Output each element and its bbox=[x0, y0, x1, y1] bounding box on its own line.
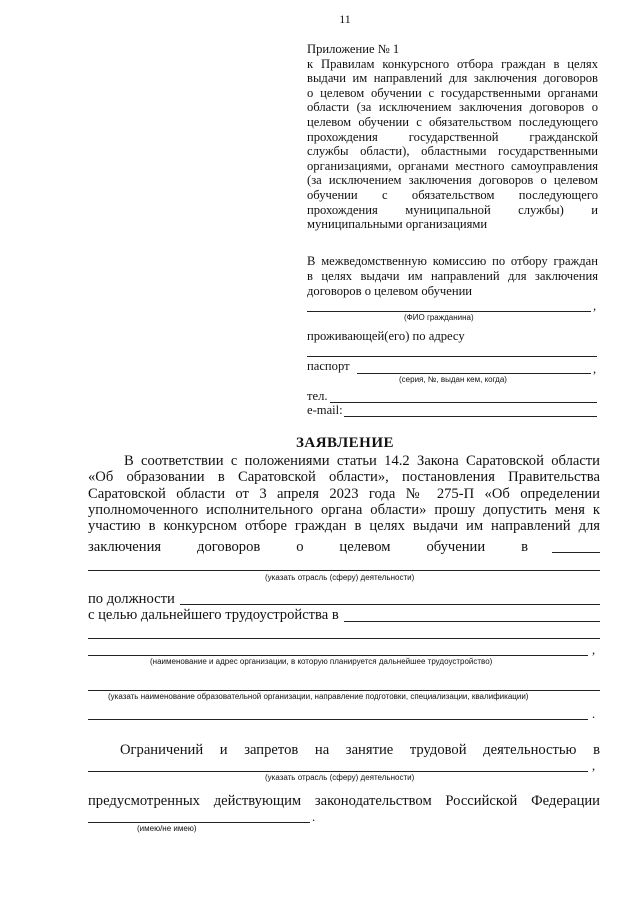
page-number: 11 bbox=[339, 12, 351, 26]
restrictions-industry-field[interactable] bbox=[88, 771, 588, 772]
appendix-block bbox=[307, 42, 598, 232]
position-field[interactable] bbox=[180, 604, 600, 605]
passport-label: паспорт bbox=[307, 359, 350, 373]
education-field-2[interactable] bbox=[88, 719, 588, 720]
industry-field-start[interactable] bbox=[552, 552, 600, 553]
appendix-line-1: Приложение № 1 bbox=[307, 42, 400, 56]
phone-label: тел. bbox=[307, 389, 328, 403]
appendix-line-3: выдачи им направлений для заключения договоров bbox=[307, 71, 598, 86]
appendix-line-7: прохождения государственной гражданской bbox=[307, 129, 598, 144]
appendix-line-11: обучении с обязательством последующего bbox=[307, 187, 598, 202]
industry-caption-2: (указать отрасль (сферу) деятельности) bbox=[265, 773, 415, 782]
statement-line-3: Саратовской области от 3 апреля 2023 года № 275-П «Об определении bbox=[88, 485, 600, 502]
employment-field-2[interactable] bbox=[88, 638, 600, 639]
commission-addressee bbox=[307, 254, 598, 299]
industry-caption: (указать отрасль (сферу) деятельности) bbox=[265, 573, 415, 582]
statement-line-2: «Об образовании в Саратовской области», постановления Правительства bbox=[88, 469, 600, 486]
statement-line-4: уполномоченного исполнительного органа области» прошу допустить меня к bbox=[88, 501, 600, 518]
appendix-line-13: муниципальными организациями bbox=[307, 217, 488, 232]
fio-comma: , bbox=[593, 299, 597, 313]
statement-title: ЗАЯВЛЕНИЕ bbox=[295, 435, 395, 451]
phone-field[interactable] bbox=[330, 402, 597, 403]
have-field[interactable] bbox=[88, 822, 310, 823]
fio-field[interactable] bbox=[307, 311, 591, 312]
edu-caption: (указать наименование образовательной организации, направление подготовки, специализации, квалификации) bbox=[108, 692, 529, 701]
commission-line-1: В межведомственную комиссию по отбору граждан bbox=[307, 254, 598, 268]
appendix-line-12: прохождения муниципальной службы) и bbox=[307, 202, 598, 217]
appendix-line-9: организациями, органами местного самоуправления bbox=[307, 158, 598, 173]
appendix-line-8: службы области), областными государственными bbox=[307, 144, 598, 159]
education-field[interactable] bbox=[88, 690, 600, 691]
address-field[interactable] bbox=[307, 356, 597, 357]
industry-field[interactable] bbox=[88, 570, 600, 571]
email-field[interactable] bbox=[344, 416, 597, 417]
appendix-line-10: (за исключением заключения договоров о целевом bbox=[307, 173, 598, 188]
restrictions-comma: , bbox=[592, 759, 596, 773]
passport-comma: , bbox=[593, 362, 597, 376]
position-label: по должности bbox=[88, 591, 175, 607]
have-caption: (имею/не имею) bbox=[137, 824, 197, 833]
employment-comma: , bbox=[592, 643, 596, 657]
appendix-line-2: к Правилам конкурсного отбора граждан в целях bbox=[307, 56, 598, 71]
have-period: . bbox=[312, 810, 316, 824]
employment-label: с целью дальнейшего трудоустройства в bbox=[88, 607, 339, 623]
appendix-line-5: области (за исключением заключения договоров о bbox=[307, 100, 598, 115]
appendix-line-4: о целевом обучении с государственными органами bbox=[307, 85, 598, 100]
employment-field-3[interactable] bbox=[88, 655, 588, 656]
restrictions-line: Ограничений и запретов на занятие трудовой деятельностью в bbox=[120, 742, 600, 758]
passport-field[interactable] bbox=[357, 373, 591, 374]
org-caption: (наименование и адрес организации, в которую планируется дальнейшее трудоустройство) bbox=[150, 657, 493, 666]
employment-field[interactable] bbox=[344, 621, 600, 622]
commission-line-3: договоров о целевом обучении bbox=[307, 284, 473, 298]
email-label: e-mail: bbox=[307, 403, 343, 417]
statement-body bbox=[88, 453, 600, 534]
statement-line-6: заключения договоров о целевом обучении в bbox=[88, 539, 528, 555]
commission-line-2: в целях выдачи им направлений для заключения bbox=[307, 269, 598, 283]
residing-label: проживающей(его) по адресу bbox=[307, 329, 465, 343]
legislation-line: предусмотренных действующим законодательством Российской Федерации bbox=[88, 793, 600, 809]
appendix-line-6: целевом обучении с обязательством последующего bbox=[307, 114, 598, 129]
statement-line-1: В соответствии с положениями статьи 14.2 Закона Саратовской области bbox=[124, 453, 600, 469]
statement-line-5: участию в конкурсном отборе граждан в целях выдачи им направлений для bbox=[88, 518, 600, 535]
fio-caption: (ФИО гражданина) bbox=[404, 313, 474, 322]
passport-caption: (серия, №, выдан кем, когда) bbox=[399, 375, 507, 384]
education-period: . bbox=[592, 707, 596, 721]
